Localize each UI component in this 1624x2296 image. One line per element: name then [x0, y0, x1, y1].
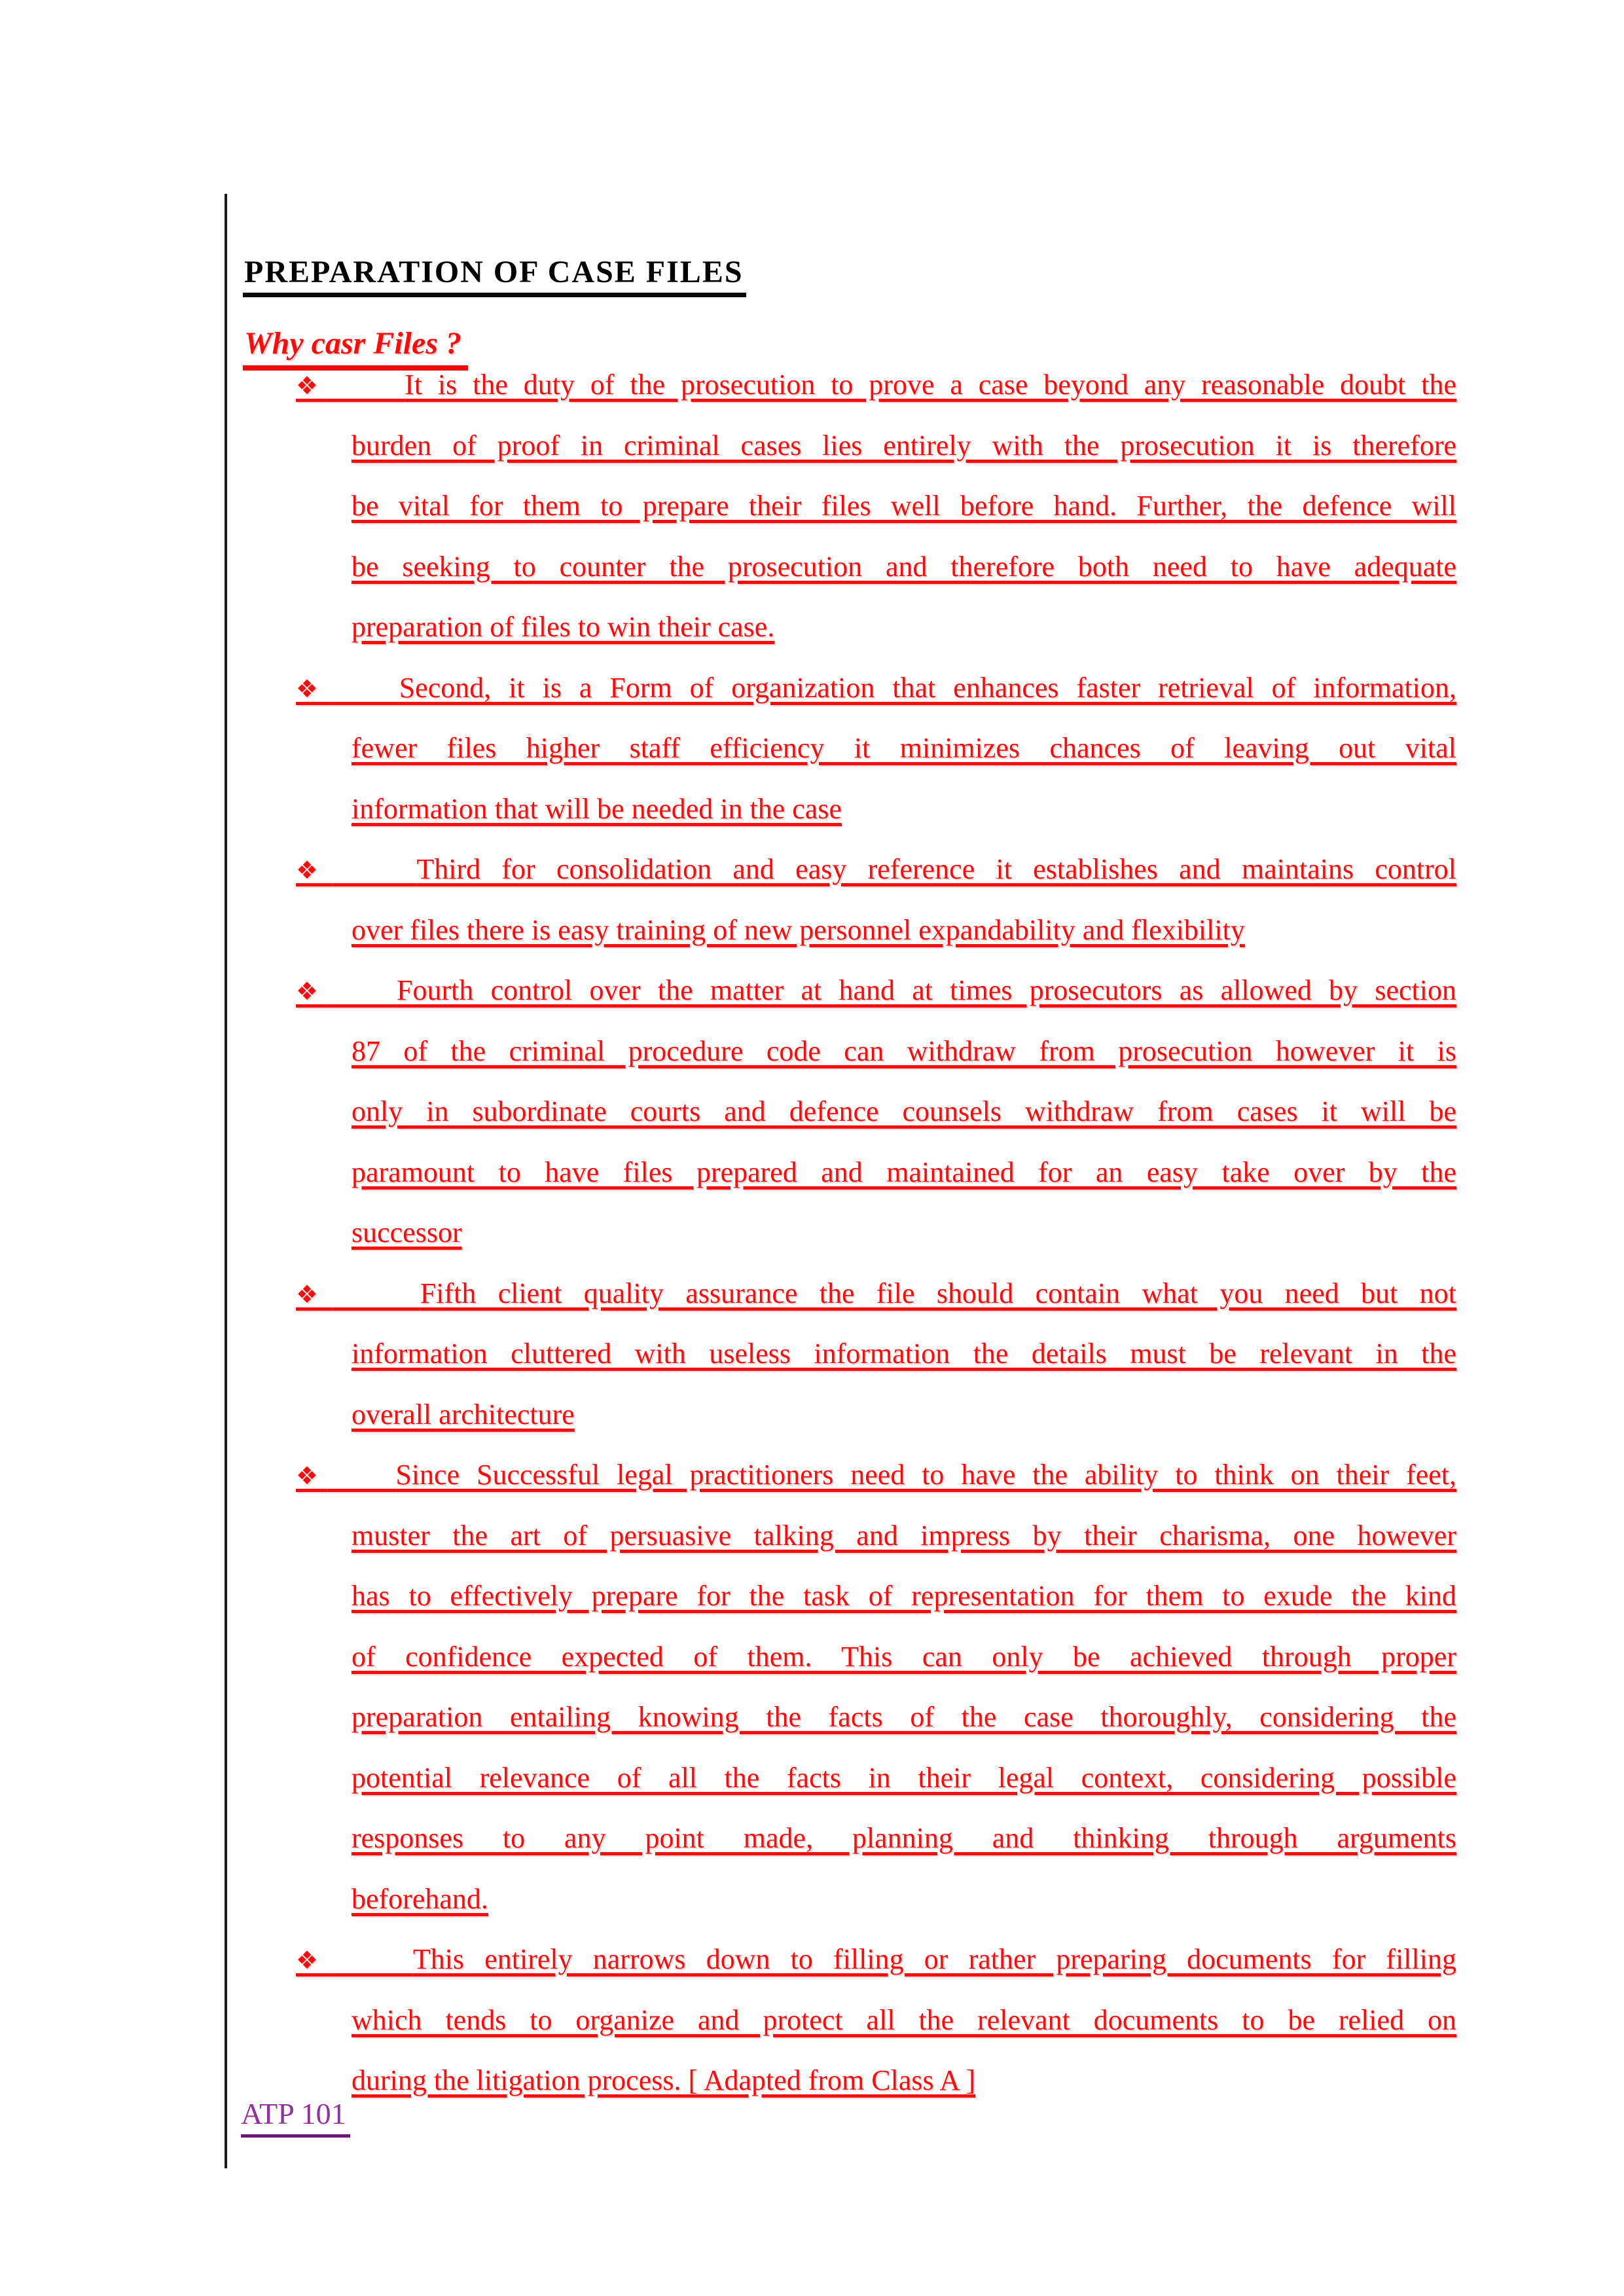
section-heading: Why casr Files ?: [243, 328, 468, 371]
bullet-line: preparation entailing knowing the facts of the case thoroughly, considering the: [352, 1701, 1456, 1733]
bullet-diamond-icon: ❖: [296, 977, 329, 1006]
left-margin-rule: [225, 194, 227, 2168]
bullet-diamond-icon: ❖: [296, 856, 333, 884]
bullet-line: of confidence expected of them. This can only be achieved through proper: [352, 1640, 1456, 1673]
bullet-line: responses to any point made, planning and thinking through arguments: [352, 1822, 1456, 1854]
bullet-line: 87 of the criminal procedure code can withdraw from prosecution however it is: [352, 1034, 1456, 1067]
bullet-diamond-icon: ❖: [296, 1946, 332, 1975]
bullet-list: [296, 355, 1457, 2111]
bullet-line: ❖ Fourth control over the matter at hand at times prosecutors as allowed by section: [296, 974, 1457, 1006]
bullet-line: during the litigation process. [ Adapted from Class A ]: [352, 2064, 976, 2096]
bullet-line: preparation of files to win their case.: [352, 611, 775, 643]
page-title: PREPARATION OF CASE FILES: [243, 257, 746, 297]
bullet-diamond-icon: ❖: [296, 1461, 328, 1490]
bullet-line: information cluttered with useless information the details must be relevant in the: [352, 1338, 1456, 1370]
bullet-diamond-icon: ❖: [296, 1279, 333, 1309]
bullet-diamond-icon: ❖: [296, 371, 327, 400]
bullet-line: ❖ Fifth client quality assurance the file should contain what you need but not: [296, 1277, 1456, 1309]
bullet-line: ❖ This entirely narrows down to filling or rather preparing documents for filling: [296, 1943, 1456, 1975]
bullet-line: paramount to have files prepared and maintained for an easy take over by the: [352, 1156, 1456, 1188]
bullet-line: which tends to organize and protect all the relevant documents to be relied on: [352, 2003, 1456, 2036]
bullet-line: ❖ Third for consolidation and easy reference it establishes and maintains control: [296, 853, 1456, 885]
bullet-line: only in subordinate courts and defence counsels withdraw from cases it will be: [352, 1095, 1456, 1127]
bullet-line: has to effectively prepare for the task of representation for them to exude the kind: [352, 1580, 1456, 1612]
bullet-line: burden of proof in criminal cases lies entirely with the prosecution it is therefore: [352, 429, 1456, 462]
bullet-line: successor: [352, 1216, 462, 1248]
bullet-line: beforehand.: [352, 1882, 488, 1915]
bullet-line: ❖ Second, it is a Form of organization that enhances faster retrieval of information,: [296, 671, 1457, 704]
bullet-line: muster the art of persuasive talking and impress by their charisma, one however: [352, 1519, 1456, 1552]
bullet-line: be seeking to counter the prosecution and therefore both need to have adequate: [352, 550, 1456, 583]
bullet-line: ❖ Since Successful legal practitioners need to have the ability to think on their feet,: [296, 1459, 1457, 1491]
bullet-line: over files there is easy training of new personnel expandability and flexibility: [352, 913, 1245, 946]
bullet-line: potential relevance of all the facts in their legal context, considering possible: [352, 1761, 1456, 1794]
bullet-diamond-icon: ❖: [296, 674, 329, 703]
footer-link[interactable]: ATP 101: [241, 2099, 350, 2138]
bullet-line: fewer files higher staff efficiency it minimizes chances of leaving out vital: [352, 732, 1456, 764]
bullet-line: information that will be needed in the case: [352, 792, 842, 825]
bullet-line: overall architecture: [352, 1398, 575, 1430]
bullet-line: be vital for them to prepare their files well before hand. Further, the defence will: [352, 490, 1456, 522]
bullet-line: ❖ It is the duty of the prosecution to prove a case beyond any reasonable doubt the: [296, 369, 1456, 401]
